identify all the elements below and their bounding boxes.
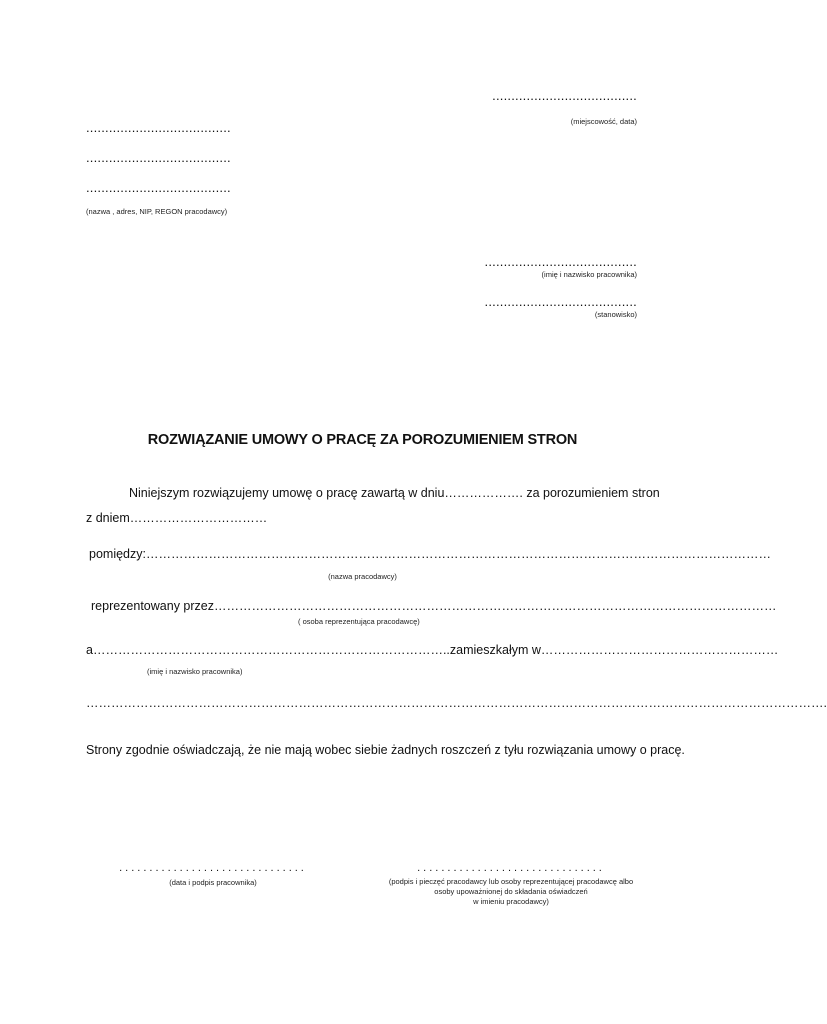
employee-name-field[interactable]: ........................................ bbox=[484, 254, 637, 269]
employer-signature-label-line-3: w imieniu pracodawcy) bbox=[473, 897, 549, 906]
employer-signature-label-line-1: (podpis i pieczęć pracodawcy lub osoby reprezentującej pracodawcę albo bbox=[388, 877, 634, 886]
employer-field-line-3[interactable]: ...................................... bbox=[86, 180, 231, 195]
position-label: (stanowisko) bbox=[594, 310, 637, 319]
employee-name-label: (imię i nazwisko pracownika) bbox=[541, 270, 637, 279]
employer-name-line[interactable]: pomiędzy:…………………………………………………………………………………………………………………………………… bbox=[89, 547, 771, 561]
employer-name-label: (nazwa pracodawcy) bbox=[328, 572, 397, 581]
termination-date-line[interactable]: z dniem…………………………… bbox=[86, 511, 268, 525]
employee-signature-field[interactable]: ............................... bbox=[119, 862, 307, 874]
employer-label: (nazwa , adres, NIP, REGON pracodawcy) bbox=[86, 207, 228, 216]
employer-signature-field[interactable]: ............................... bbox=[417, 862, 605, 874]
employee-address-line[interactable]: a…………………………………………………………………………..zamieszkałym w………………………………………………… bbox=[86, 643, 779, 657]
employer-signature-label-line-2: osoby upoważnionej do składania oświadczeń bbox=[434, 887, 588, 896]
agreement-date-line[interactable]: Niniejszym rozwiązujemy umowę o pracę zawartą w dniu………………. za porozumieniem stron bbox=[129, 486, 660, 500]
position-field[interactable]: ........................................ bbox=[484, 294, 637, 309]
representative-line[interactable]: reprezentowany przez……………………………………………………………………………………………………………………… bbox=[91, 599, 777, 613]
employer-field-line-1[interactable]: ...................................... bbox=[86, 120, 231, 135]
representative-label: ( osoba reprezentująca pracodawcę) bbox=[298, 617, 420, 626]
document-title: ROZWIĄZANIE UMOWY O PRACĘ ZA POROZUMIENIEM STRON bbox=[147, 432, 578, 448]
address-continuation-line[interactable]: ……………………………………………………………………………………………………………………………………………………………. bbox=[86, 696, 827, 710]
parties-statement: Strony zgodnie oświadczają, że nie mają wobec siebie żadnych roszczeń z tyłu rozwiązania umowy o pracę. bbox=[86, 743, 685, 757]
place-date-label: (miejscowość, data) bbox=[570, 117, 637, 126]
employer-field-line-2[interactable]: ...................................... bbox=[86, 150, 231, 165]
place-date-field[interactable]: ...................................... bbox=[492, 88, 637, 103]
employee-label: (imię i nazwisko pracownika) bbox=[147, 667, 243, 676]
employee-signature-label: (data i podpis pracownika) bbox=[169, 878, 257, 887]
